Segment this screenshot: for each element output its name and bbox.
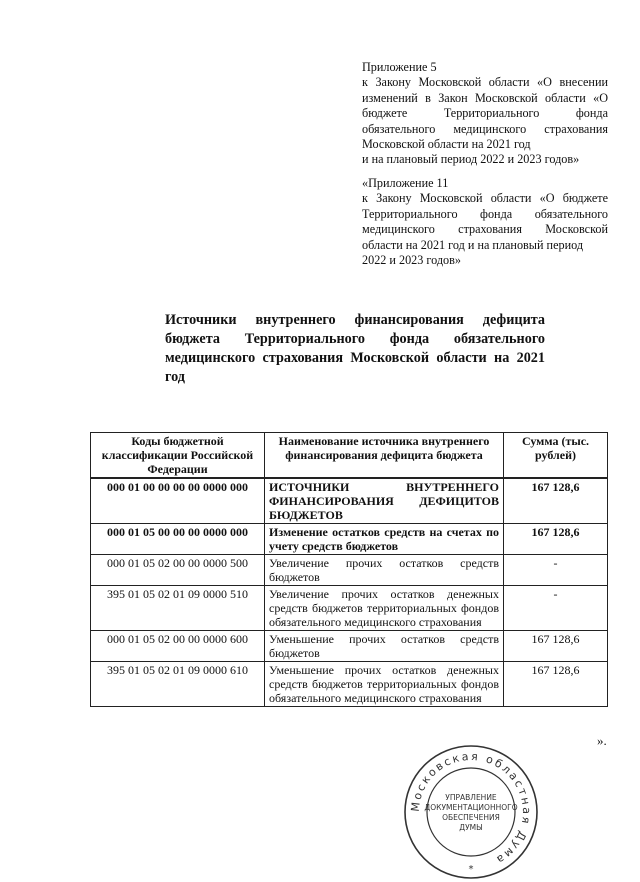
row-code: 000 01 05 00 00 00 0000 000: [91, 524, 265, 555]
seal-line-4: ДУМЫ: [459, 823, 483, 832]
row-code: 000 01 05 02 00 00 0000 600: [91, 631, 265, 662]
row-code: 000 01 05 02 00 00 0000 500: [91, 555, 265, 586]
seal-line-1: УПРАВЛЕНИЕ: [445, 793, 497, 802]
row-code: 395 01 05 02 01 09 0000 610: [91, 662, 265, 707]
seal-line-2: ДОКУМЕНТАЦИОННОГО: [424, 803, 518, 812]
table-header-row: [91, 433, 608, 479]
row-code: 395 01 05 02 01 09 0000 510: [91, 586, 265, 631]
document-title: Источники внутреннего финансирования дефицита бюджета Территориального фонда обязательного медицинского страхования Московской области на 2021 год: [165, 312, 545, 385]
seal-star: *: [468, 864, 474, 875]
appendix-5-heading: Приложение 5: [362, 60, 437, 74]
row-name: ИСТОЧНИКИ ВНУТРЕННЕГО ФИНАНСИРОВАНИЯ ДЕФИЦИТОВ БЮДЖЕТОВ: [265, 478, 504, 524]
seal-outer-ring: [405, 746, 537, 878]
table-row: [91, 524, 608, 555]
appendix-5-body: к Закону Московской области «О внесении изменений в Закон Московской области «О бюджете Территориального фонда обязательного медицинского страхования Московской области на 2021 год: [362, 75, 608, 152]
header-amount: Сумма (тыс. рублей): [504, 433, 608, 479]
row-name: Изменение остатков средств на счетах по учету средств бюджетов: [265, 524, 504, 555]
budget-sources-table: [90, 432, 608, 707]
header-codes: Коды бюджетной классификации Российской Федерации: [91, 433, 265, 479]
row-name: Уменьшение прочих остатков средств бюджетов: [265, 631, 504, 662]
table-row: [91, 586, 608, 631]
table-row: [91, 662, 608, 707]
table-row: [91, 478, 608, 524]
appendix-11-note: [362, 176, 608, 268]
row-amount: -: [504, 555, 608, 586]
row-amount: 167 128,6: [504, 478, 608, 524]
row-amount: -: [504, 586, 608, 631]
appendix-11-heading: «Приложение 11: [362, 176, 449, 190]
official-seal-stamp: [401, 742, 541, 882]
seal-line-3: ОБЕСПЕЧЕНИЯ: [442, 813, 500, 822]
row-name: Увеличение прочих остатков средств бюджетов: [265, 555, 504, 586]
appendix-5-tail: и на плановый период 2022 и 2023 годов»: [362, 152, 580, 167]
row-amount: 167 128,6: [504, 662, 608, 707]
appendix-5-note: [362, 60, 608, 168]
appendix-11-body: к Закону Московской области «О бюджете Территориального фонда обязательного медицинского страхования Московской области на 2021 год и на плановый период: [362, 191, 608, 252]
row-amount: 167 128,6: [504, 631, 608, 662]
header-source-name: Наименование источника внутреннего финансирования дефицита бюджета: [265, 433, 504, 479]
row-code: 000 01 00 00 00 00 0000 000: [91, 478, 265, 524]
row-name: Увеличение прочих остатков денежных средств бюджетов территориальных фондов обязательного медицинского страхования: [265, 586, 504, 631]
seal-inner-ring: [427, 768, 515, 856]
table-row: [91, 555, 608, 586]
appendix-11-tail: 2022 и 2023 годов»: [362, 253, 461, 268]
seal-ring-text-path: Московская областная Дума: [408, 749, 534, 868]
table-row: [91, 631, 608, 662]
row-name: Уменьшение прочих остатков денежных средств бюджетов территориальных фондов обязательного медицинского страхования: [265, 662, 504, 707]
closing-quote-mark: ».: [597, 733, 607, 748]
row-amount: 167 128,6: [504, 524, 608, 555]
